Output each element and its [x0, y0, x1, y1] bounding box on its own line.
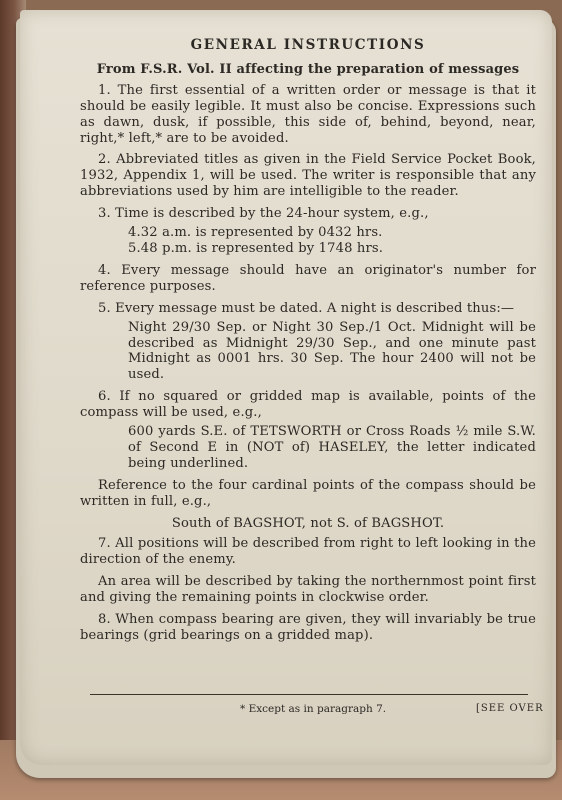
footer-rule — [90, 694, 528, 695]
paragraph-1: 1. The first essential of a written order or message is that it should be easily legible. It must also be concise. Expressions such as dawn, dusk, if possible, this side of, behind, beyond, near, right,* left,* are to be avoided. — [80, 82, 536, 146]
paragraph-5: 5. Every message must be dated. A night is described thus:— — [98, 300, 515, 316]
time-example-pm: 5.48 p.m. is represented by 1748 hrs. — [128, 240, 384, 256]
paragraph-3-examples — [128, 225, 536, 257]
paragraph-2: 2. Abbreviated titles as given in the Field Service Pocket Book, 1932, Appendix 1, will be used. The writer is responsible that any abbreviations used by him are intelligible to the reader. — [80, 152, 536, 200]
page-subheading: From F.S.R. Vol. II affecting the preparation of messages — [96, 61, 520, 77]
footnote: * Except as in paragraph 7. — [240, 703, 387, 715]
paragraph-4: 4. Every message should have an originator's number for reference purposes. — [80, 262, 536, 294]
paragraph-7: 7. All positions will be described from right to left looking in the direction of the enemy. — [80, 536, 536, 568]
instructions-text — [80, 38, 536, 650]
paragraph-6-reference: Reference to the four cardinal points of the compass should be written in full, e.g., — [80, 477, 536, 509]
paragraph-7-area: An area will be described by taking the northernmost point first and giving the remaining points in clockwise order. — [80, 574, 536, 606]
page-heading: GENERAL INSTRUCTIONS — [190, 37, 426, 53]
paragraph-3: 3. Time is described by the 24-hour system, e.g., — [98, 206, 429, 222]
paragraph-8: 8. When compass bearing are given, they will invariably be true bearings (grid bearings on a gridded map). — [80, 612, 536, 643]
paragraph-5-example: Night 29/30 Sep. or Night 30 Sep./1 Oct. Midnight will be described as Midnight 29/30 Sep., and one minute past Midnight as 0001 hrs. 30 Sep. The hour 2400 will not be used. — [128, 319, 536, 383]
see-over-note: [SEE OVER — [476, 703, 544, 714]
paragraph-6-example: 600 yards S.E. of TETSWORTH or Cross Roads ½ mile S.W. of Second E in (NOT of) HASELEY, the letter indicated being underlined. — [128, 424, 536, 471]
time-example-am: 4.32 a.m. is represented by 0432 hrs. — [128, 225, 383, 241]
paragraph-6-reference-example: South of BAGSHOT, not S. of BAGSHOT. — [171, 515, 445, 531]
book-page — [20, 10, 552, 765]
paragraph-6: 6. If no squared or gridded map is available, points of the compass will be used, e.g., — [80, 389, 536, 421]
